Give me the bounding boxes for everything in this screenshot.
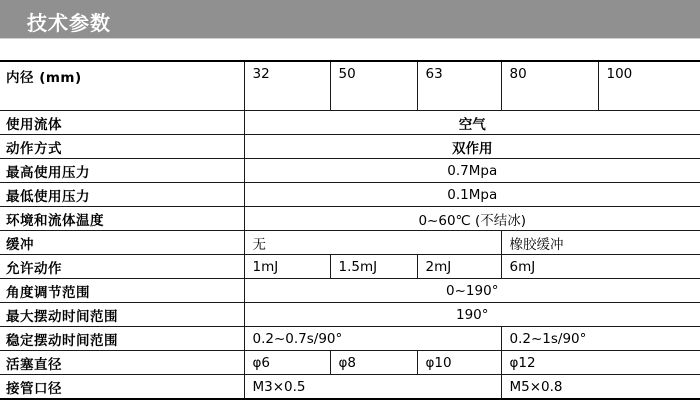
table-row (0, 255, 700, 279)
table-cell: φ10 (417, 351, 501, 375)
table-row (0, 111, 700, 135)
table-row (0, 231, 700, 255)
table-cell: φ6 (244, 351, 330, 375)
row-label: 缓冲 (0, 231, 244, 255)
row-label: 允许动作 (0, 255, 244, 279)
spec-table (0, 60, 700, 400)
header-bar (0, 0, 700, 39)
row-label: 稳定摆动时间范围 (0, 327, 244, 351)
table-cell: 100 (598, 61, 700, 111)
row-label: 环境和流体温度 (0, 207, 244, 231)
table-cell: 0~60℃ (不结冰) (244, 207, 700, 231)
table-cell: 0.2~1s/90° (501, 327, 700, 351)
table-cell: 1mJ (244, 255, 330, 279)
page-title: 技术参数 (27, 11, 111, 35)
table-cell: 双作用 (244, 135, 700, 159)
row-label: 活塞直径 (0, 351, 244, 375)
row-label: 最低使用压力 (0, 183, 244, 207)
table-cell: 32 (244, 61, 330, 111)
table-row (0, 327, 700, 351)
row-label: 最高使用压力 (0, 159, 244, 183)
row-label: 角度调节范围 (0, 279, 244, 303)
table-cell: 橡胶缓冲 (501, 231, 700, 255)
table-row (0, 303, 700, 327)
table-row (0, 61, 700, 111)
table-cell: 无 (244, 231, 501, 255)
table-cell: φ12 (501, 351, 700, 375)
table-cell: 6mJ (501, 255, 700, 279)
table-row (0, 159, 700, 183)
table-cell: 0.7Mpa (244, 159, 700, 183)
table-cell: 0~190° (244, 279, 700, 303)
table-cell: 63 (417, 61, 501, 111)
table-row (0, 351, 700, 375)
table-cell: 2mJ (417, 255, 501, 279)
table-row (0, 207, 700, 231)
table-cell: 80 (501, 61, 598, 111)
row-label: 使用流体 (0, 111, 244, 135)
table-row (0, 279, 700, 303)
row-label: 内径 (mm) (0, 61, 244, 111)
row-label: 接管口径 (0, 375, 244, 400)
table-cell: M5×0.8 (501, 375, 700, 400)
table-cell: 0.2~0.7s/90° (244, 327, 501, 351)
table-cell: 50 (330, 61, 417, 111)
table-cell: 1.5mJ (330, 255, 417, 279)
table-cell: φ8 (330, 351, 417, 375)
table-cell: 190° (244, 303, 700, 327)
table-cell: 空气 (244, 111, 700, 135)
table-cell: M3×0.5 (244, 375, 501, 400)
table-row (0, 135, 700, 159)
table-row (0, 183, 700, 207)
row-label: 动作方式 (0, 135, 244, 159)
row-label: 最大摆动时间范围 (0, 303, 244, 327)
table-cell: 0.1Mpa (244, 183, 700, 207)
table-row (0, 375, 700, 400)
